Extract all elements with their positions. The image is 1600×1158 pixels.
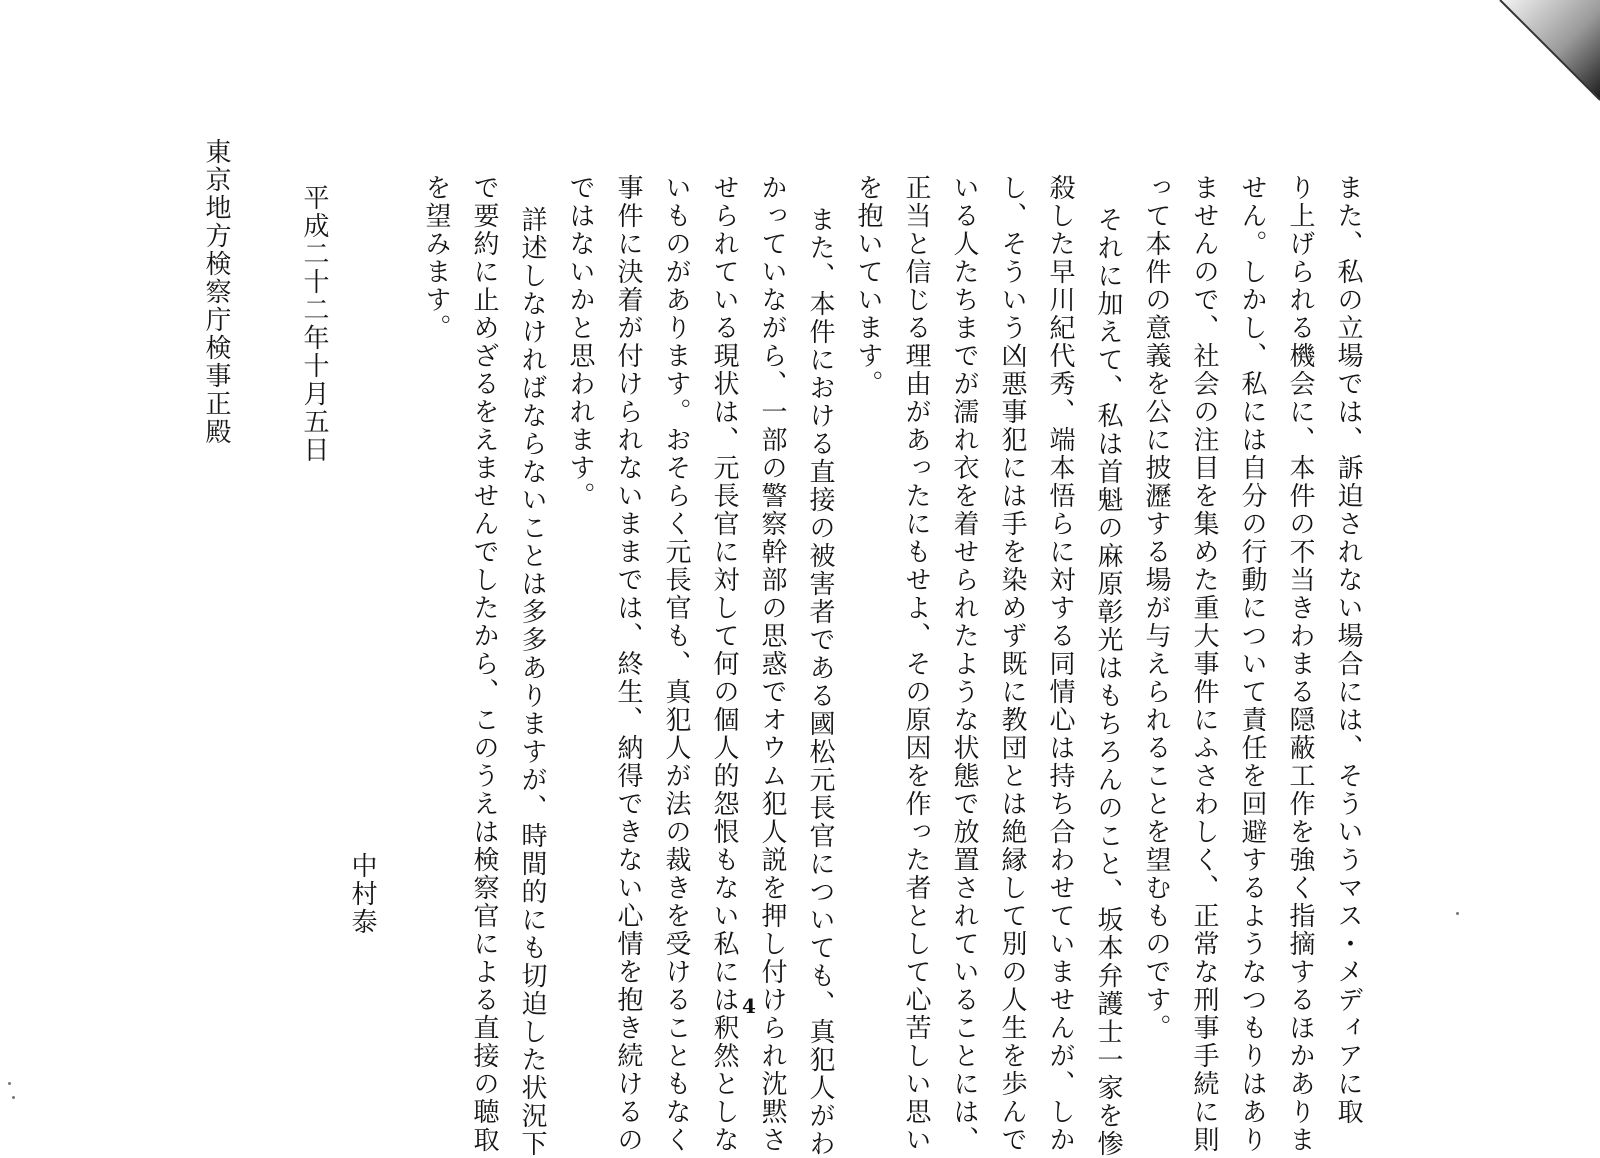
scan-speck — [1456, 912, 1459, 915]
body-line-14: せられている現状は、元長官に対して何の個人的怨恨もない私には釈然としな — [709, 174, 739, 1154]
body-line-17: ではないかと思われます。 — [565, 174, 595, 510]
body-line-20: を望みます。 — [421, 174, 451, 342]
body-line-12: また、本件における直接の被害者である國松元長官についても、真犯人がわ — [805, 206, 835, 1158]
page-number: 4 — [742, 994, 756, 1018]
folded-corner — [1470, 0, 1600, 130]
body-line-7: 殺した早川紀代秀、端本悟らに対する同情心は持ち合わせていませんが、しか — [1045, 174, 1075, 1154]
body-line-9: いる人たちまでが濡れ衣を着せられたような状態で放置されていることには、 — [949, 174, 979, 1154]
scan-speck — [12, 1096, 15, 1099]
body-line-19: で要約に止めざるをえませんでしたから、このうえは検察官による直接の聴取 — [469, 174, 499, 1154]
body-line-13: かっていながら、一部の警察幹部の思惑でオウム犯人説を押し付けられ沈黙さ — [757, 174, 787, 1154]
scan-speck — [8, 1082, 11, 1085]
body-line-8: し、そういう凶悪事犯には手を染めず既に教団とは絶縁して別の人生を歩んで — [997, 174, 1027, 1154]
body-line-11: を抱いています。 — [853, 174, 883, 398]
body-line-18: 詳述しなければならないことは多多ありますが、時間的にも切迫した状況下 — [517, 206, 547, 1158]
body-line-3: せん。しかし、私には自分の行動について責任を回避するようなつもりはあり — [1237, 174, 1267, 1154]
body-line-5: って本件の意義を公に披瀝する場が与えられることを望むものです。 — [1141, 174, 1171, 1042]
body-line-1: また、私の立場では、訴迫されない場合には、そういうマス・メディアに取 — [1333, 174, 1363, 1126]
addressee: 東京地方検察庁検事正殿 — [201, 138, 231, 446]
document-date: 平成二十二年十月五日 — [299, 184, 329, 464]
body-line-4: ませんので、社会の注目を集めた重大事件にふさわしく、正常な刑事手続に則 — [1189, 174, 1219, 1154]
signature-name: 中村泰 — [347, 852, 377, 936]
body-line-2: り上げられる機会に、本件の不当きわまる隠蔽工作を強く指摘するほかありま — [1285, 174, 1315, 1154]
body-line-15: いものがあります。おそらく元長官も、真犯人が法の裁きを受けることもなく — [661, 174, 691, 1154]
body-line-6: それに加えて、私は首魁の麻原彰光はもちろんのこと、坂本弁護士一家を惨 — [1093, 206, 1123, 1158]
body-line-10: 正当と信じる理由があったにもせよ、その原因を作った者として心苦しい思い — [901, 174, 931, 1154]
body-line-16: 事件に決着が付けられないままでは、終生、納得できない心情を抱き続けるの — [613, 174, 643, 1154]
